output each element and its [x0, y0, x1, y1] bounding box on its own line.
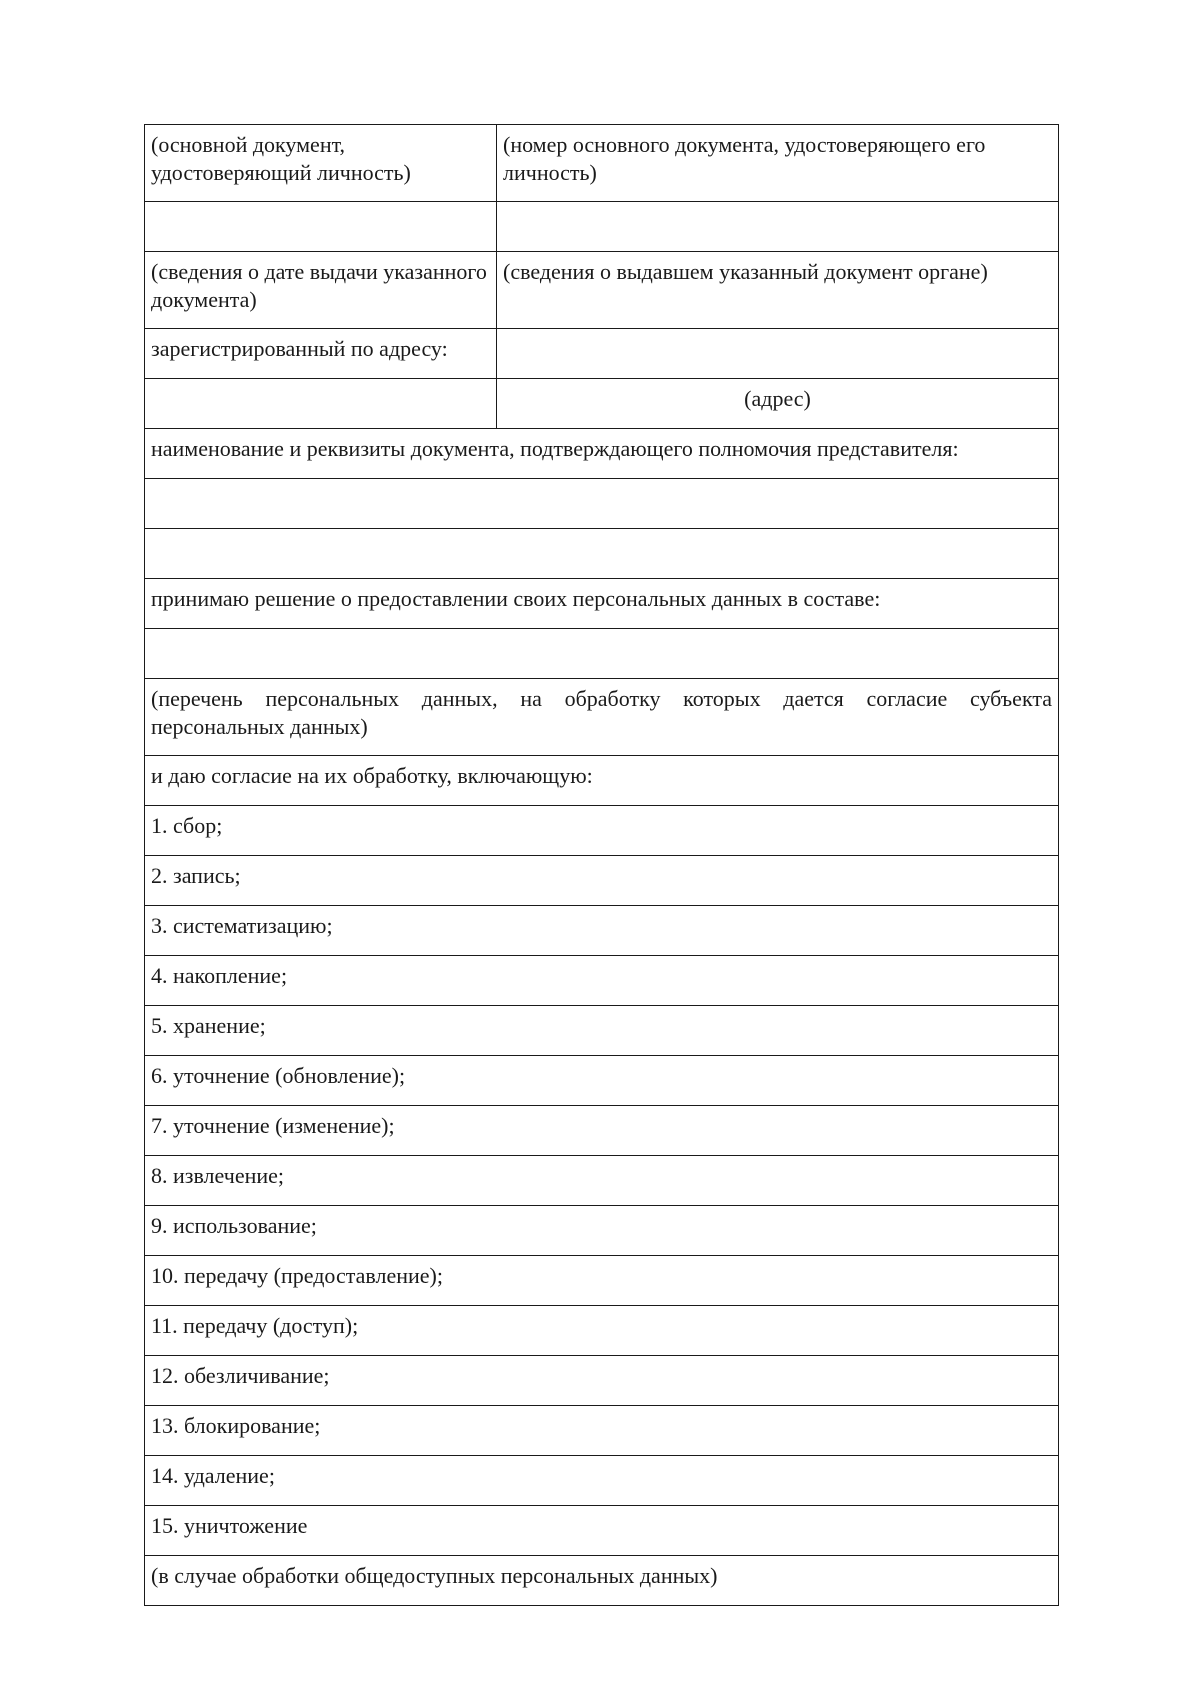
action-item-7: 7. уточнение (изменение); [145, 1106, 1059, 1156]
action-item-2: 2. запись; [145, 856, 1059, 906]
action-item-8: 8. извлечение; [145, 1156, 1059, 1206]
action-item-1: 1. сбор; [145, 806, 1059, 856]
table-row [145, 629, 1059, 679]
table-row [145, 429, 1059, 479]
id-document-caption: (основной документ, удостоверяющий личность) [145, 125, 497, 202]
action-item-3: 3. систематизацию; [145, 906, 1059, 956]
table-row [145, 1356, 1059, 1406]
id-document-number-field[interactable] [497, 202, 1059, 252]
table-row [145, 806, 1059, 856]
table-row [145, 1306, 1059, 1356]
table-row [145, 856, 1059, 906]
decision-text: принимаю решение о предоставлении своих персональных данных в составе: [145, 579, 1059, 629]
table-row [145, 1556, 1059, 1606]
personal-data-list-field[interactable] [145, 629, 1059, 679]
table-row [145, 1106, 1059, 1156]
issuing-authority-caption: (сведения о выдавшем указанный документ органе) [497, 252, 1059, 329]
personal-data-list-caption: (перечень персональных данных, на обработку которых дается согласие субъекта персональных данных) [145, 679, 1059, 756]
table-row [145, 125, 1059, 202]
action-item-5: 5. хранение; [145, 1006, 1059, 1056]
action-item-4: 4. накопление; [145, 956, 1059, 1006]
table-row [145, 956, 1059, 1006]
action-item-6: 6. уточнение (обновление); [145, 1056, 1059, 1106]
table-row [145, 329, 1059, 379]
table-row [145, 529, 1059, 579]
id-document-number-caption: (номер основного документа, удостоверяющего его личность) [497, 125, 1059, 202]
table-row [145, 202, 1059, 252]
table-row [145, 679, 1059, 756]
representative-document-field-1[interactable] [145, 479, 1059, 529]
table-row [145, 756, 1059, 806]
action-item-14: 14. удаление; [145, 1456, 1059, 1506]
action-item-15: 15. уничтожение [145, 1506, 1059, 1556]
table-row [145, 579, 1059, 629]
address-caption: (адрес) [497, 379, 1059, 429]
table-row [145, 906, 1059, 956]
action-item-10: 10. передачу (предоставление); [145, 1256, 1059, 1306]
table-row [145, 1406, 1059, 1456]
table-row [145, 252, 1059, 329]
action-item-9: 9. использование; [145, 1206, 1059, 1256]
registered-address-field[interactable] [497, 329, 1059, 379]
public-data-note: (в случае обработки общедоступных персональных данных) [145, 1556, 1059, 1606]
table-row [145, 479, 1059, 529]
representative-document-label: наименование и реквизиты документа, подтверждающего полномочия представителя: [145, 429, 1059, 479]
table-row [145, 1256, 1059, 1306]
action-item-11: 11. передачу (доступ); [145, 1306, 1059, 1356]
registered-address-label: зарегистрированный по адресу: [145, 329, 497, 379]
issue-date-caption: (сведения о дате выдачи указанного документа) [145, 252, 497, 329]
table-row [145, 1006, 1059, 1056]
consent-form-table [144, 124, 1059, 1606]
action-item-12: 12. обезличивание; [145, 1356, 1059, 1406]
consent-text: и даю согласие на их обработку, включающую: [145, 756, 1059, 806]
table-row [145, 1506, 1059, 1556]
table-row [145, 1156, 1059, 1206]
table-row [145, 1056, 1059, 1106]
address-empty-cell [145, 379, 497, 429]
id-document-field[interactable] [145, 202, 497, 252]
representative-document-field-2[interactable] [145, 529, 1059, 579]
table-row [145, 1456, 1059, 1506]
table-row [145, 379, 1059, 429]
table-row [145, 1206, 1059, 1256]
action-item-13: 13. блокирование; [145, 1406, 1059, 1456]
